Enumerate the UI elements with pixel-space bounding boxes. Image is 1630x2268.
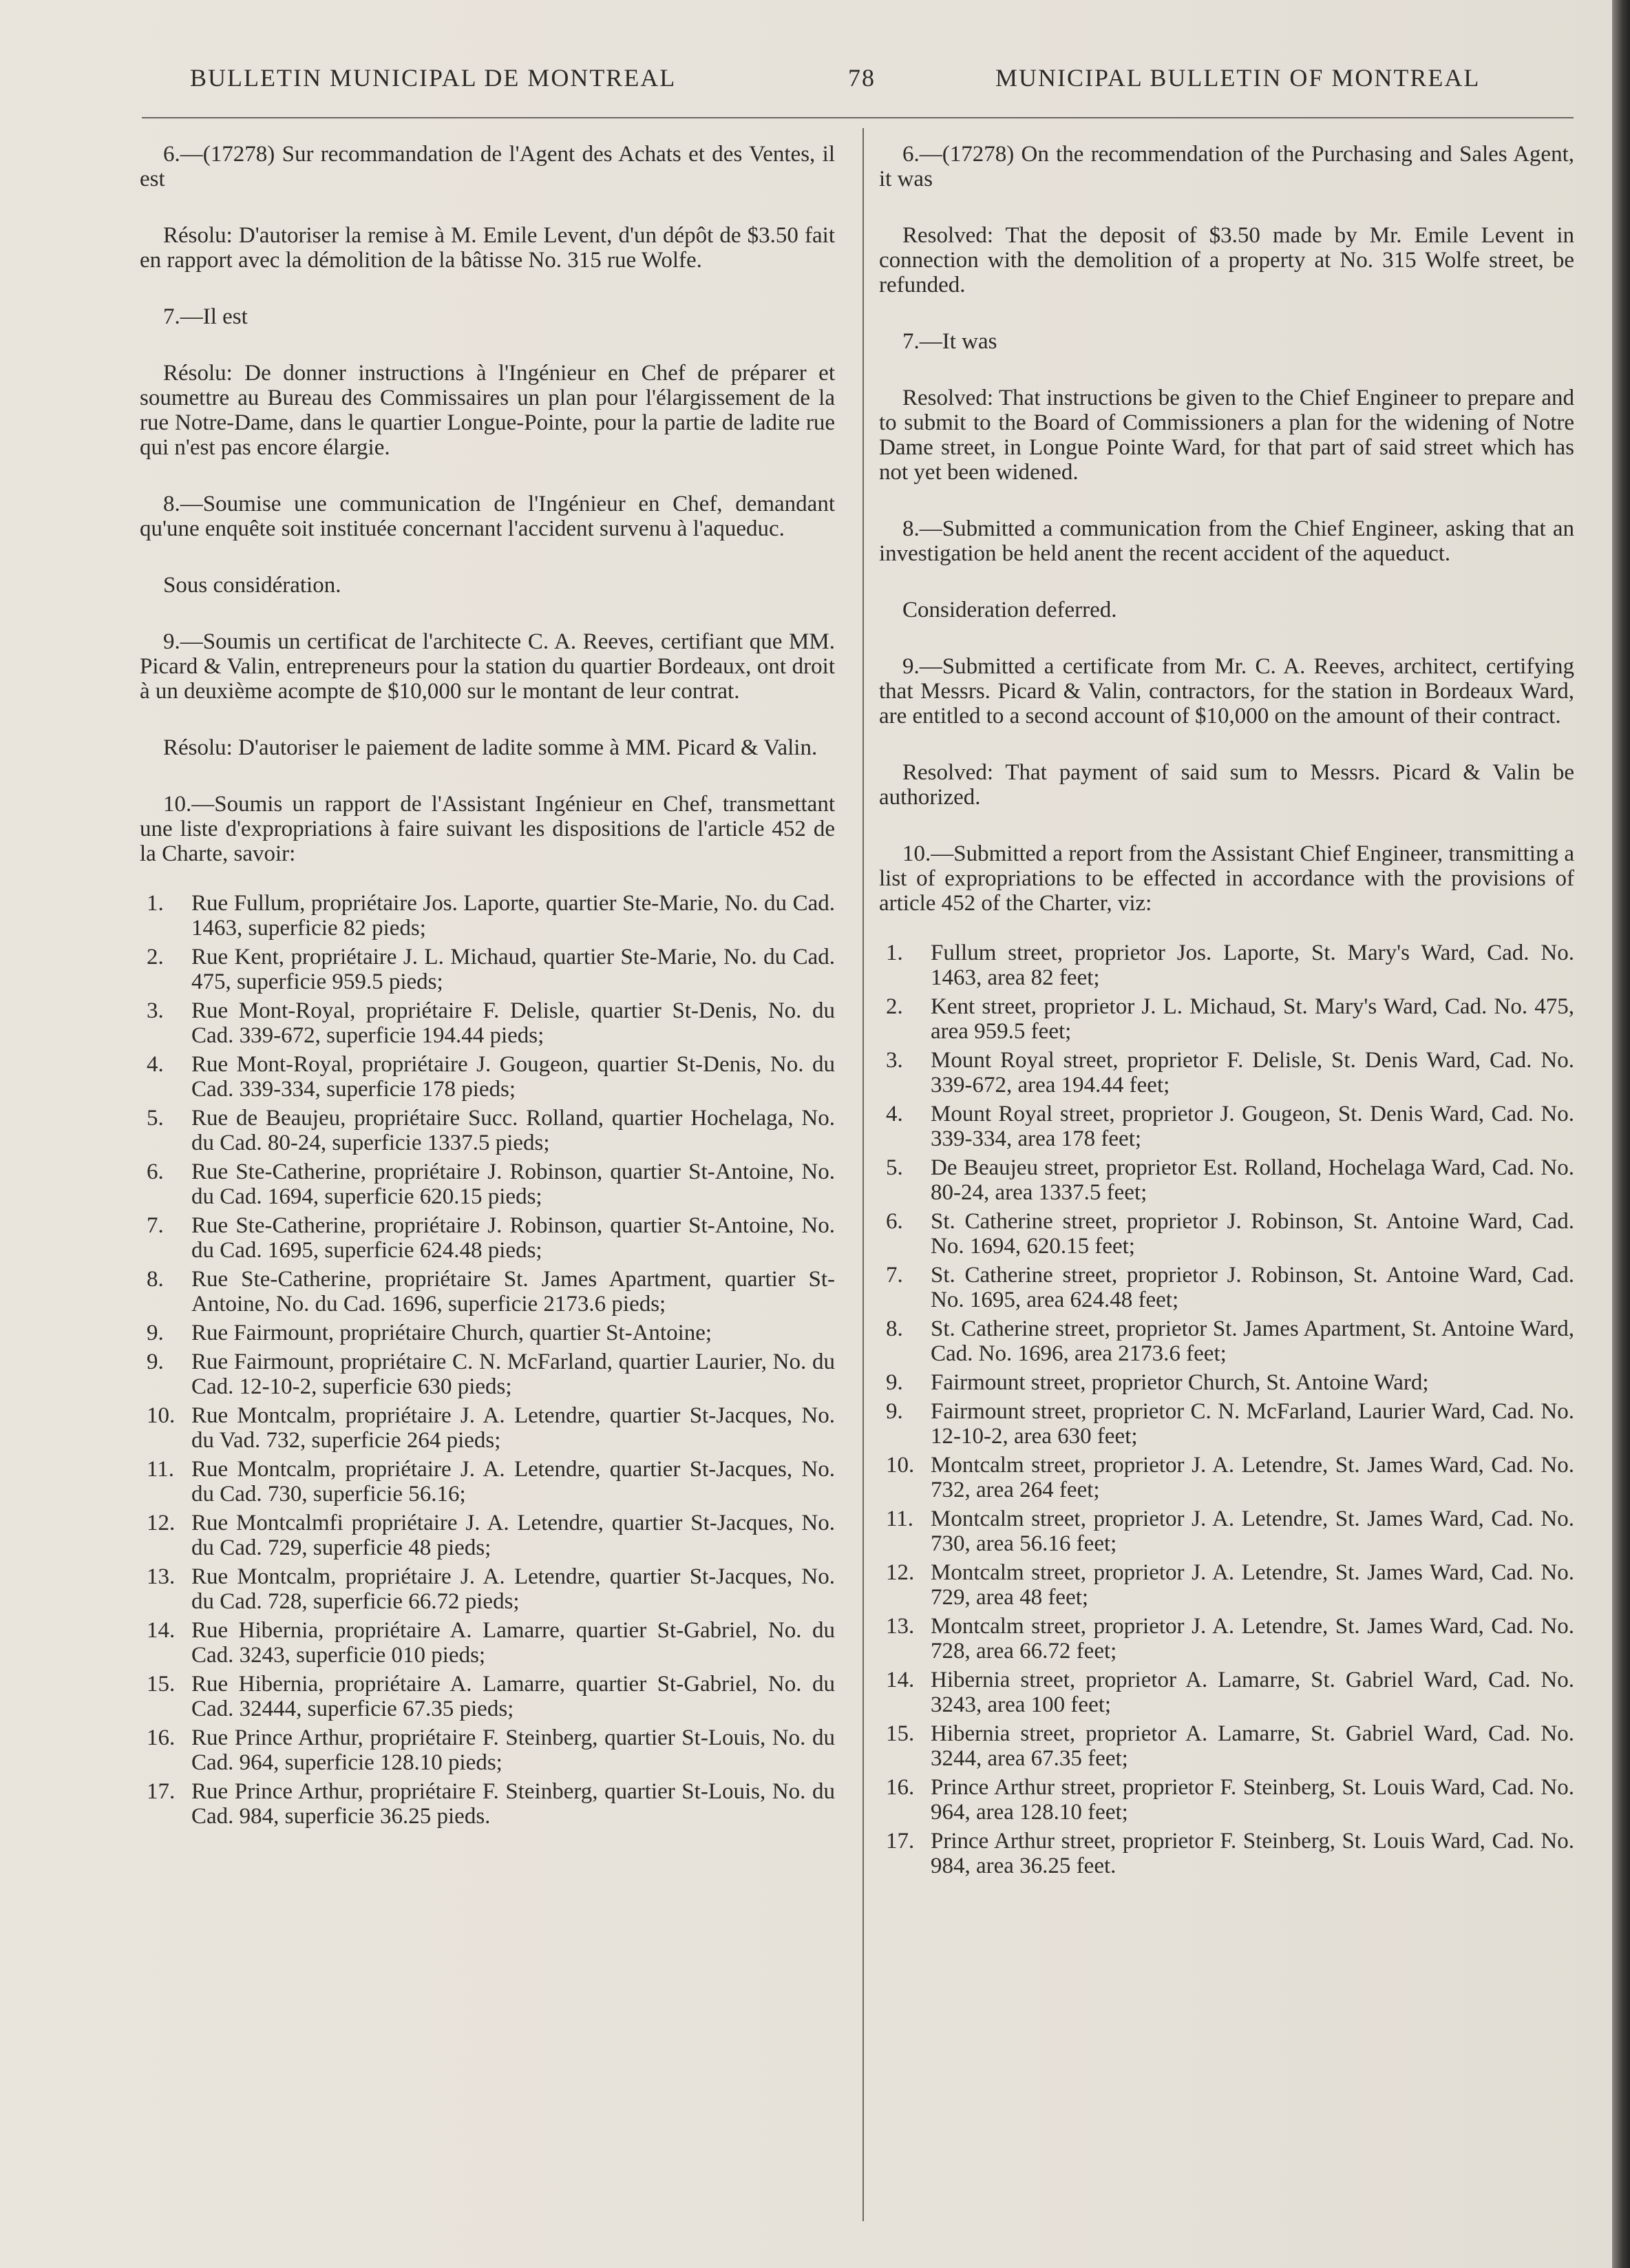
fr-list-item: [140, 1672, 835, 1721]
en-list-item: [879, 1102, 1574, 1151]
en-item-6-intro: 6.—(17278) On the recommendation of the Purchasing and Sales Agent, it was: [879, 142, 1574, 191]
fr-list-item-number: 15.: [147, 1672, 176, 1697]
en-list-item-text: Prince Arthur street, proprietor F. Steinberg, St. Louis Ward, Cad. No. 984, area 36.25 feet.: [931, 1829, 1574, 1878]
fr-list-item-number: 5.: [147, 1106, 164, 1131]
fr-list-item: [140, 1618, 835, 1668]
en-item-8-communication: 8.—Submitted a communication from the Chief Engineer, asking that an investigation be held anent the recent accident of the aqueduct.: [879, 516, 1574, 566]
fr-list-item-text: Rue Hibernia, propriétaire A. Lamarre, quartier St-Gabriel, No. du Cad. 3243, superficie 010 pieds;: [191, 1618, 835, 1668]
en-list-item: [879, 1048, 1574, 1098]
fr-item-9-resolution: Résolu: D'autoriser le paiement de ladite somme à MM. Picard & Valin.: [163, 735, 818, 760]
en-list-item-number: 7.: [886, 1263, 903, 1288]
fr-list-item-number: 8.: [147, 1267, 164, 1292]
fr-list-item-number: 3.: [147, 998, 164, 1023]
en-list-item: [879, 1560, 1574, 1610]
fr-list-item-text: Rue Ste-Catherine, propriétaire J. Robinson, quartier St-Antoine, No. du Cad. 1695, superficie 624.48 pieds;: [191, 1213, 835, 1263]
en-list-item-number: 17.: [886, 1829, 915, 1854]
en-list-item-text: Fairmount street, proprietor C. N. McFarland, Laurier Ward, Cad. No. 12-10-2, area 630 feet;: [931, 1399, 1574, 1449]
fr-list-item-text: Rue Prince Arthur, propriétaire F. Steinberg, quartier St-Louis, No. du Cad. 984, superficie 36.25 pieds.: [191, 1779, 835, 1829]
fr-item-8-communication: 8.—Soumise une communication de l'Ingénieur en Chef, demandant qu'une enquête soit instituée concernant l'accident survenu à l'aqueduc.: [140, 492, 835, 541]
en-list-item: [879, 941, 1574, 990]
fr-list-item-text: Rue Mont-Royal, propriétaire J. Gougeon, quartier St-Denis, No. du Cad. 339-334, superficie 178 pieds;: [191, 1052, 835, 1102]
en-list-item-number: 11.: [886, 1506, 914, 1531]
en-list-item-number: 14.: [886, 1668, 915, 1692]
en-list-item-text: Hibernia street, proprietor A. Lamarre, St. Gabriel Ward, Cad. No. 3244, area 67.35 feet;: [931, 1721, 1574, 1771]
fr-list-item: [140, 1564, 835, 1614]
en-list-item-number: 1.: [886, 941, 903, 965]
en-list-item-text: Mount Royal street, proprietor F. Delisle, St. Denis Ward, Cad. No. 339-672, area 194.44 feet;: [931, 1048, 1574, 1098]
header-english-title: MUNICIPAL BULLETIN OF MONTREAL: [995, 64, 1481, 92]
fr-item-9-certificate: 9.—Soumis un certificat de l'architecte C. A. Reeves, certifiant que MM. Picard & Valin, entrepreneurs pour la station du quartier Bordeaux, ont droit à un deuxième acompte de $10,000 sur le montant de leur contrat.: [140, 629, 835, 704]
fr-list-item: [140, 1457, 835, 1506]
en-list-item-text: Montcalm street, proprietor J. A. Letendre, St. James Ward, Cad. No. 732, area 264 feet;: [931, 1453, 1574, 1502]
en-list-item-number: 10.: [886, 1453, 915, 1478]
french-column: [140, 142, 835, 1833]
en-list-item-text: St. Catherine street, proprietor J. Robinson, St. Antoine Ward, Cad. No. 1694, 620.15 feet;: [931, 1209, 1574, 1259]
en-list-item: [879, 1506, 1574, 1556]
en-list-item: [879, 1775, 1574, 1825]
en-list-item-number: 9.: [886, 1399, 903, 1424]
fr-list-item: [140, 998, 835, 1048]
en-item-7-intro: 7.—It was: [902, 329, 997, 354]
en-list-item-text: Hibernia street, proprietor A. Lamarre, St. Gabriel Ward, Cad. No. 3243, area 100 feet;: [931, 1668, 1574, 1717]
en-list-item-number: 13.: [886, 1614, 915, 1639]
header-rule: [142, 117, 1574, 118]
fr-list-item-number: 17.: [147, 1779, 176, 1804]
fr-list-item-text: Rue Montcalm, propriétaire J. A. Letendre, quartier St-Jacques, No. du Vad. 732, superficie 264 pieds;: [191, 1403, 835, 1453]
fr-list-item: [140, 891, 835, 941]
en-item-10-report: 10.—Submitted a report from the Assistant Chief Engineer, transmitting a list of expropriations to be effected in accordance with the provisions of article 452 of the Charter, viz:: [879, 841, 1574, 916]
fr-list-item-text: Rue Montcalm, propriétaire J. A. Letendre, quartier St-Jacques, No. du Cad. 730, superficie 56.16;: [191, 1457, 835, 1506]
en-list-item-text: St. Catherine street, proprietor St. James Apartment, St. Antoine Ward, Cad. No. 1696, area 2173.6 feet;: [931, 1316, 1574, 1366]
en-list-item-number: 3.: [886, 1048, 903, 1073]
fr-list-item-number: 6.: [147, 1159, 164, 1184]
fr-list-item-number: 16.: [147, 1725, 176, 1750]
fr-list-item-number: 2.: [147, 945, 164, 969]
fr-list-item-text: Rue Fullum, propriétaire Jos. Laporte, quartier Ste-Marie, No. du Cad. 1463, superficie 82 pieds;: [191, 891, 835, 941]
en-list-item: [879, 1668, 1574, 1717]
running-header: [0, 63, 1630, 98]
en-list-item-text: Montcalm street, proprietor J. A. Letendre, St. James Ward, Cad. No. 728, area 66.72 feet;: [931, 1614, 1574, 1663]
binding-edge: [1612, 0, 1630, 2268]
fr-list-item-number: 12.: [147, 1511, 176, 1535]
fr-item-10-report: 10.—Soumis un rapport de l'Assistant Ingénieur en Chef, transmettant une liste d'expropriations à faire suivant les dispositions de l'article 452 de la Charte, savoir:: [140, 792, 835, 866]
header-french-title: BULLETIN MUNICIPAL DE MONTREAL: [190, 64, 677, 92]
fr-list-item: [140, 1159, 835, 1209]
fr-list-item: [140, 1511, 835, 1560]
en-list-item: [879, 1263, 1574, 1312]
fr-list-item-number: 9.: [147, 1350, 164, 1374]
en-list-item-text: Kent street, proprietor J. L. Michaud, St. Mary's Ward, Cad. No. 475, area 959.5 feet;: [931, 994, 1574, 1044]
en-list-item-number: 16.: [886, 1775, 915, 1800]
en-item-8-status: Consideration deferred.: [902, 598, 1117, 622]
en-list-item-number: 6.: [886, 1209, 903, 1234]
fr-list-item-number: 9.: [147, 1321, 164, 1345]
fr-list-item: [140, 1350, 835, 1399]
fr-list-item: [140, 1052, 835, 1102]
en-list-item-number: 9.: [886, 1370, 903, 1395]
column-divider: [862, 128, 864, 2221]
fr-list-item-text: Rue Fairmount, propriétaire Church, quartier St-Antoine;: [191, 1321, 712, 1345]
fr-list-item-text: Rue de Beaujeu, propriétaire Succ. Rolland, quartier Hochelaga, No. du Cad. 80-24, superficie 1337.5 pieds;: [191, 1106, 835, 1155]
en-list-item-text: Mount Royal street, proprietor J. Gougeon, St. Denis Ward, Cad. No. 339-334, area 178 feet;: [931, 1102, 1574, 1151]
en-list-item: [879, 1829, 1574, 1878]
en-list-item: [879, 994, 1574, 1044]
fr-item-7-resolution: Résolu: De donner instructions à l'Ingénieur en Chef de préparer et soumettre au Bureau des Commissaires un plan pour l'élargissement de la rue Notre-Dame, dans le quartier Longue-Pointe, pour la partie de ladite rue qui n'est pas encore élargie.: [140, 361, 835, 460]
fr-list-item-text: Rue Fairmount, propriétaire C. N. McFarland, quartier Laurier, No. du Cad. 12-10-2, superficie 630 pieds;: [191, 1350, 835, 1399]
en-list-item-number: 5.: [886, 1155, 903, 1180]
fr-list-item: [140, 1321, 835, 1345]
fr-item-6-intro: 6.—(17278) Sur recommandation de l'Agent des Achats et des Ventes, il est: [140, 142, 835, 191]
en-list-item-text: Montcalm street, proprietor J. A. Letendre, St. James Ward, Cad. No. 729, area 48 feet;: [931, 1560, 1574, 1610]
en-expropriation-list: [879, 941, 1574, 1878]
en-item-7-resolution: Resolved: That instructions be given to the Chief Engineer to prepare and to submit to the Board of Commissioners a plan for the widening of Notre Dame street, in Longue Pointe Ward, for that part of said street which has not yet been widened.: [879, 386, 1574, 485]
en-list-item: [879, 1209, 1574, 1259]
fr-list-item-number: 1.: [147, 891, 164, 916]
fr-list-item-number: 7.: [147, 1213, 164, 1238]
en-list-item: [879, 1399, 1574, 1449]
en-list-item-number: 15.: [886, 1721, 915, 1746]
en-item-9-certificate: 9.—Submitted a certificate from Mr. C. A. Reeves, architect, certifying that Messrs. Picard & Valin, contractors, for the station in Bordeaux Ward, are entitled to a second account of $10,000 on the amount of their contract.: [879, 654, 1574, 728]
en-list-item-text: Prince Arthur street, proprietor F. Steinberg, St. Louis Ward, Cad. No. 964, area 128.10 feet;: [931, 1775, 1574, 1825]
en-list-item-text: Montcalm street, proprietor J. A. Letendre, St. James Ward, Cad. No. 730, area 56.16 feet;: [931, 1506, 1574, 1556]
en-list-item: [879, 1721, 1574, 1771]
fr-list-item-text: Rue Kent, propriétaire J. L. Michaud, quartier Ste-Marie, No. du Cad. 475, superficie 959.5 pieds;: [191, 945, 835, 994]
en-item-6-resolution: Resolved: That the deposit of $3.50 made by Mr. Emile Levent in connection with the demolition of a property at No. 315 Wolfe street, be refunded.: [879, 223, 1574, 297]
en-list-item: [879, 1155, 1574, 1205]
fr-list-item-number: 13.: [147, 1564, 176, 1589]
fr-list-item-text: Rue Montcalmfi propriétaire J. A. Letendre, quartier St-Jacques, No. du Cad. 729, superficie 48 pieds;: [191, 1511, 835, 1560]
fr-list-item: [140, 1403, 835, 1453]
page-number: 78: [848, 64, 876, 92]
fr-item-6-resolution: Résolu: D'autoriser la remise à M. Emile Levent, d'un dépôt de $3.50 fait en rapport avec la démolition de la bâtisse No. 315 rue Wolfe.: [140, 223, 835, 273]
fr-list-item-text: Rue Montcalm, propriétaire J. A. Letendre, quartier St-Jacques, No. du Cad. 728, superficie 66.72 pieds;: [191, 1564, 835, 1614]
en-list-item-text: De Beaujeu street, proprietor Est. Rolland, Hochelaga Ward, Cad. No. 80-24, area 1337.5 feet;: [931, 1155, 1574, 1205]
fr-item-8-status: Sous considération.: [163, 573, 341, 598]
en-list-item-text: Fullum street, proprietor Jos. Laporte, St. Mary's Ward, Cad. No. 1463, area 82 feet;: [931, 941, 1574, 990]
fr-list-item-number: 10.: [147, 1403, 176, 1428]
fr-list-item-text: Rue Mont-Royal, propriétaire F. Delisle, quartier St-Denis, No. du Cad. 339-672, superficie 194.44 pieds;: [191, 998, 835, 1048]
fr-list-item-number: 11.: [147, 1457, 175, 1482]
en-list-item: [879, 1453, 1574, 1502]
en-list-item-number: 12.: [886, 1560, 915, 1585]
fr-list-item-text: Rue Ste-Catherine, propriétaire St. James Apartment, quartier St-Antoine, No. du Cad. 1696, superficie 2173.6 pieds;: [191, 1267, 835, 1316]
fr-list-item-text: Rue Hibernia, propriétaire A. Lamarre, quartier St-Gabriel, No. du Cad. 32444, superficie 67.35 pieds;: [191, 1672, 835, 1721]
fr-list-item: [140, 945, 835, 994]
fr-list-item: [140, 1106, 835, 1155]
en-list-item-number: 4.: [886, 1102, 903, 1126]
en-list-item-text: St. Catherine street, proprietor J. Robinson, St. Antoine Ward, Cad. No. 1695, area 624.48 feet;: [931, 1263, 1574, 1312]
en-list-item-number: 8.: [886, 1316, 903, 1341]
fr-list-item: [140, 1779, 835, 1829]
en-list-item-text: Fairmount street, proprietor Church, St. Antoine Ward;: [931, 1370, 1429, 1395]
fr-list-item-number: 14.: [147, 1618, 176, 1643]
fr-list-item: [140, 1267, 835, 1316]
fr-list-item-text: Rue Ste-Catherine, propriétaire J. Robinson, quartier St-Antoine, No. du Cad. 1694, superficie 620.15 pieds;: [191, 1159, 835, 1209]
en-list-item: [879, 1370, 1574, 1395]
en-list-item-number: 2.: [886, 994, 903, 1019]
fr-item-7-intro: 7.—Il est: [163, 304, 248, 329]
fr-list-item-text: Rue Prince Arthur, propriétaire F. Steinberg, quartier St-Louis, No. du Cad. 964, superficie 128.10 pieds;: [191, 1725, 835, 1775]
fr-list-item: [140, 1213, 835, 1263]
fr-expropriation-list: [140, 891, 835, 1829]
en-list-item: [879, 1614, 1574, 1663]
en-list-item: [879, 1316, 1574, 1366]
en-item-9-resolution: Resolved: That payment of said sum to Messrs. Picard & Valin be authorized.: [879, 760, 1574, 810]
english-column: [879, 142, 1574, 1882]
fr-list-item-number: 4.: [147, 1052, 164, 1077]
fr-list-item: [140, 1725, 835, 1775]
